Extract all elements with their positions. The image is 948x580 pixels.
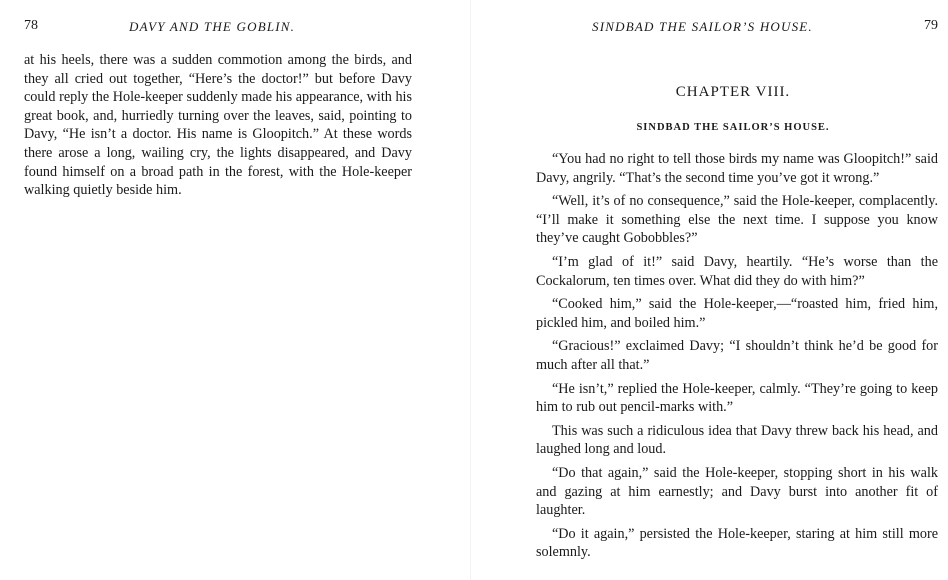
paragraph: “He isn’t,” replied the Hole-keeper, calmly. “They’re going to keep him to rub out pencil-marks with.” (536, 380, 938, 416)
paragraph: at his heels, there was a sudden commotion among the birds, and they all cried out together, “Here’s the doctor!” but before Davy could reply the Hole-keeper suddenly made his appearance, with his great book, and, hurriedly turning over the leaves, said, pointing to Davy, “He isn’t a doctor. His name is Gloopitch.” At these words there arose a long, wailing cry, the lights disappeared, and Davy found himself on a broad path in the forest, with the Hole-keeper walking quietly beside him. (24, 52, 412, 199)
left-page (0, 0, 430, 580)
left-page-body (24, 51, 412, 200)
paragraph: “Well, it’s of no consequence,” said the Hole-keeper, complacently. “I’ll make it something else the next time. I suppose you know they’ve caught Gobobbles?” (536, 193, 938, 247)
right-page (520, 0, 948, 580)
left-page-number: 78 (24, 18, 38, 33)
book-gutter (470, 0, 471, 580)
right-running-head: SINDBAD THE SAILOR’S HOUSE. (592, 19, 813, 34)
left-running-head: DAVY AND THE GOBLIN. (129, 19, 296, 34)
paragraph: “Gracious!” exclaimed Davy; “I shouldn’t think he’d be good for much after all that.” (536, 338, 938, 373)
paragraph: “I’m glad of it!” said Davy, heartily. “He’s worse than the Cockalorum, ten times over. What did they do with him?” (536, 253, 938, 289)
left-page-header (24, 18, 420, 38)
chapter-subtitle: SINDBAD THE SAILOR’S HOUSE. (636, 122, 830, 133)
paragraph: “You had no right to tell those birds my name was Gloopitch!” said Davy, angrily. “That’s the second time you’ve got it wrong.” (536, 151, 938, 186)
paragraph: “Do it again,” persisted the Hole-keeper, staring at him still more solemnly. (536, 525, 938, 561)
chapter-title: CHAPTER VIII. (675, 84, 791, 100)
right-page-body (536, 150, 938, 562)
paragraph: “Cooked him,” said the Hole-keeper,—“roasted him, fried him, pickled him, and boiled him.” (536, 296, 938, 331)
right-page-number: 79 (924, 18, 938, 33)
right-page-header (520, 18, 946, 38)
paragraph: This was such a ridiculous idea that Davy threw back his head, and laughed long and loud. (536, 422, 938, 458)
paragraph: “Do that again,” said the Hole-keeper, stopping short in his walk and gazing at him earnestly; and Davy burst into another fit of laughter. (536, 464, 938, 519)
